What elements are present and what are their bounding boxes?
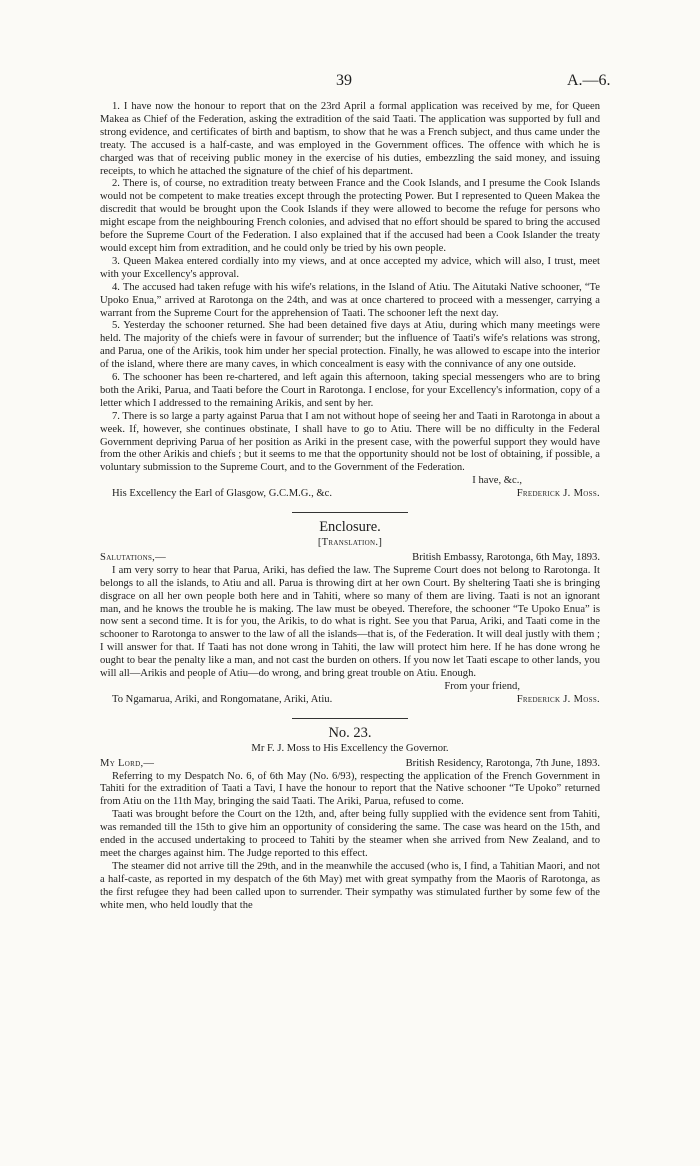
page-number: 39 <box>336 72 352 89</box>
paragraph-3: The steamer did not arrive till the 29th, and in the meanwhile the accused (who is, I find, a Tahitian Maori, and not a half-caste, as reported in my despatch of the 6th May) met with great sympathy from the Maoris of Rarotonga, as the first refugee they had been called upon to surrender. Their sympathy was stimulated further by some few of the white men, who held loudly that the <box>100 860 600 911</box>
section-divider <box>292 512 408 513</box>
despatch-no23-section <box>100 724 600 913</box>
addressee: His Excellency the Earl of Glasgow, G.C.M.G., &c. <box>112 488 332 500</box>
addressee: To Ngamarua, Ariki, and Rongomatane, Ariki, Atiu. <box>112 693 333 705</box>
salutation-row <box>100 552 600 565</box>
signature-row <box>100 488 600 501</box>
salutation-row <box>100 758 600 771</box>
signature: Frederick J. Moss. <box>516 693 600 705</box>
closing-line: From your friend, <box>444 680 520 692</box>
paragraph-2: 2. There is, of course, no extradition treaty between France and the Cook Islands, and I presume the Cook Islands would not be competent to make treaties except through the protecting Power. But I represented to Queen Makea the discredit that would be brought upon the Cook Islands if they were allowed to become the refuge for persons who might escape from the neighbouring French colonies, and advised that no effort should be spared to bring the accused before the Supreme Court of the Federation. I also explained that if the accused had been a Cook Islander the treaty would except him from extradition, and he could only be tried by his own people. <box>100 178 600 254</box>
signature: Frederick J. Moss. <box>516 488 600 500</box>
place-date: British Residency, Rarotonga, 7th June, 1893. <box>405 757 600 769</box>
salutation: My Lord,— <box>100 757 155 769</box>
signature-row <box>100 694 600 707</box>
despatch-section <box>100 101 600 501</box>
despatch-subtitle: Mr F. J. Moss to His Excellency the Governor. <box>251 742 449 754</box>
paragraph-3: 3. Queen Makea entered cordially into my views, and at once accepted my advice, which will also, I trust, meet with your Excellency's approval. <box>100 255 600 280</box>
place-date: British Embassy, Rarotonga, 6th May, 1893. <box>412 551 600 563</box>
paragraph-2: Taati was brought before the Court on the 12th, and, after being fully supplied with the evidence sent from Tahiti, was remanded till the 15th to give him an opportunity of considering the same. The case was heard on the 15th, and ended in the accused undertaking to proceed to Tahiti by the steamer when she arrived from New Zealand, and to meet the charges against him. The Judge reported to this effect. <box>100 809 600 859</box>
paragraph-7: 7. There is so large a party against Parua that I am not without hope of seeing her and Taati in Rarotonga in about a week. If, however, she continues obstinate, I shall have to go to Atiu. There will be no difficulty in the Federal Government depriving Parua of her position as Ariki in the present case, with the powerful support they would have from the other Arikis and chiefs ; but it seems to me that the opportunity should not be lost of obtaining, if possible, a voluntary submission to the Supreme Court, and to the Government of the Federation. <box>100 410 600 474</box>
enclosure-subtitle: [Translation.] <box>317 537 383 548</box>
enclosure-body: I am very sorry to hear that Parua, Ariki, has defied the law. The Supreme Court does not belong to Rarotonga. It belongs to all the islands, to Atiu and all. Parua is throwing dirt at her own Court. By sheltering Taati she is bringing disgrace on all her own people both here and in Tahiti, where so many of them are living. Taati is not an ignorant man, and he knows the trouble he is making. The law must be obeyed. Therefore, the schooner “Te Upoko Enua” is now sent a second time. It is for you, the Arikis, to do what is right. See you that Parua, Ariki, and Taati come in the schooner to Rarotonga to answer to the law of all the islands—that is, of the Federation. It will deal justly with them ; I will answer for that. If Taati has not done wrong in Tahiti, the law will protect him here. If he has done wrong he ought to bear the penalty like a man, and not cast the burden on others. If you now let Taati escape to other lands, you will all—Arikis and people of Atiu—do wrong, and bring great trouble on Atiu. Enough. <box>100 564 600 680</box>
paragraph-6: 6. The schooner has been re-chartered, and left again this afternoon, taking special messengers who are to bring both the Ariki, Parua, and Taati before the Court in Rarotonga. I enclose, for your Excellency's information, copy of a letter which I addressed to the remaining Arikis, and sent by her. <box>100 372 600 409</box>
enclosure-section <box>100 521 600 707</box>
paragraph-4: 4. The accused had taken refuge with his wife's relations, in the Island of Atiu. The Aitutaki Native schooner, “Te Upoko Enua,” arrived at Rarotonga on the 24th, and was at once chartered to proceed with a messenger, carrying a warrant from the Supreme Court for the apprehension of Taati. The schooner left the next day. <box>100 281 600 319</box>
page-header <box>0 72 700 94</box>
paragraph-1: 1. I have now the honour to report that on the 23rd April a formal application was received by me, for Queen Makea as Chief of the Federation, asking the extradition of the said Taati. The application was supported by full and strong evidence, and certificates of birth and baptism, to show that he was a French subject, and thus came under the treaty. The accused is a half-caste, and was employed in the Government offices. The offence with which he is charged was that of receiving public money in the exercise of his duties, embezzling the said money, and issuing receipts, to which he attached the signature of the chief of his department. <box>100 101 600 177</box>
page-body <box>100 101 600 912</box>
paragraph-5: 5. Yesterday the schooner returned. She had been detained five days at Atiu, during which many meetings were held. The majority of the chiefs were in favour of surrender; but the influence of Taati's wife's relations was strong, and Parua, one of the Arikis, took him under her special protection. Finally, he was allowed to escape into the interior of the island, where there are many caves, in which concealment is easy with the connivance of any one outside. <box>100 320 600 371</box>
section-divider <box>292 718 408 719</box>
paragraph-1: Referring to my Despatch No. 6, of 6th May (No. 6/93), respecting the application of the French Government in Tahiti for the extradition of Taati a Tavi, I have the honour to report that the Native schooner “Te Upoko” returned from Atiu on the 11th May, bringing the said Taati. The Ariki, Parua, refused to come. <box>100 770 600 808</box>
salutation: Salutations,— <box>100 551 167 563</box>
enclosure-title: Enclosure. <box>319 519 381 536</box>
document-reference: A.—6. <box>567 72 611 89</box>
closing-line: I have, &c., <box>472 475 522 487</box>
despatch-title: No. 23. <box>328 724 372 741</box>
